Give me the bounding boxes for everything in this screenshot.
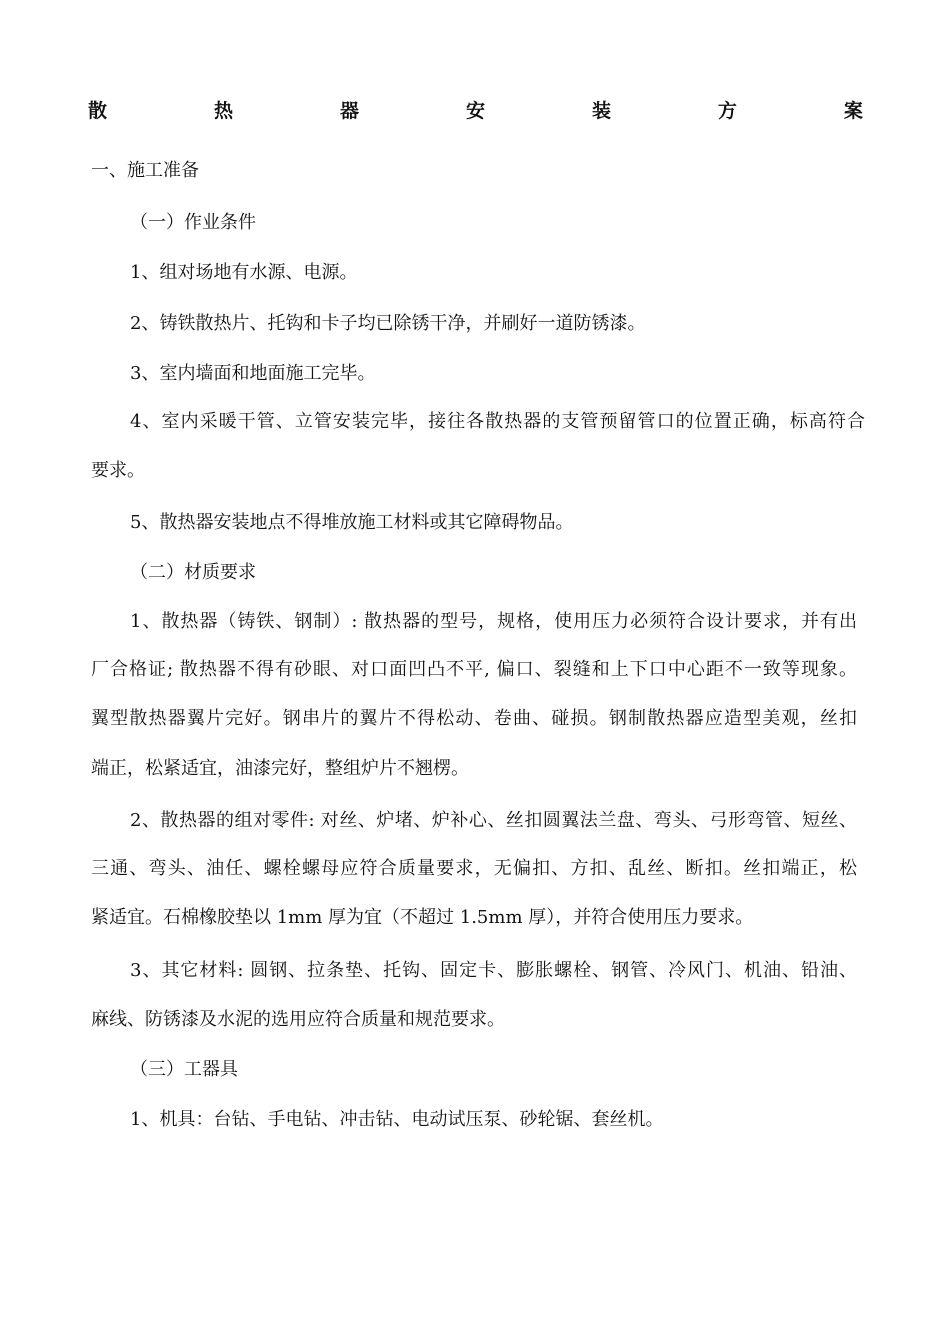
- paragraph-line: 1、组对场地有水源、电源。: [130, 262, 358, 283]
- title-char: 装: [591, 100, 611, 122]
- paragraph-line: 1、散热器（铸铁、钢制）: 散热器的型号，规格，使用压力必须符合设计要求，并有出: [130, 611, 857, 632]
- paragraph-line: 2、散热器的组对零件: 对丝、炉堵、炉补心、丝扣圆翼法兰盘、弯头、弓形弯管、短丝、: [130, 810, 857, 831]
- paragraph-line: 要求。: [91, 460, 145, 481]
- paragraph-line: 三通、弯头、油任、螺栓螺母应符合质量要求，无偏扣、方扣、乱丝、断扣。丝扣端正，松: [91, 858, 857, 879]
- paragraph-line: 翼型散热器翼片完好。钢串片的翼片不得松动、卷曲、碰损。钢制散热器应造型美观，丝扣: [91, 708, 857, 729]
- paragraph-line: 1、机具：台钻、手电钻、冲击钻、电动试压泵、砂轮锯、套丝机。: [130, 1109, 664, 1130]
- paragraph-line: 5、散热器安装地点不得堆放施工材料或其它障碍物品。: [130, 512, 574, 533]
- subsection-heading: （一）作业条件: [130, 212, 256, 233]
- title-char: 方: [717, 100, 737, 122]
- paragraph-line: 麻线、防锈漆及水泥的选用应符合质量和规范要求。: [91, 1009, 505, 1030]
- title-char: 安: [465, 100, 485, 122]
- subsection-heading: （三）工器具: [130, 1059, 238, 1080]
- paragraph-line: 厂合格证; 散热器不得有砂眼、对口面凹凸不平, 偏口、裂缝和上下口中心距不一致等现象。: [91, 659, 857, 680]
- paragraph-line: 紧适宜。石棉橡胶垫以 1mm 厚为宜（不超过 1.5mm 厚），并符合使用压力要求。: [91, 907, 754, 928]
- paragraph-line: 2、铸铁散热片、托钩和卡子均已除锈干净，并刷好一道防锈漆。: [130, 313, 646, 334]
- title-char: 散: [88, 100, 108, 122]
- title-char: 器: [339, 100, 359, 122]
- title-char: 热: [213, 100, 233, 122]
- paragraph-line: 4、室内采暖干管、立管安装完毕，接往各散热器的支管预留管口的位置正确，标高符合: [130, 411, 865, 432]
- paragraph-line: 端正，松紧适宜，油漆完好，整组炉片不翘楞。: [91, 758, 469, 779]
- paragraph-line: 3、其它材料: 圆钢、拉条垫、托钩、固定卡、膨胀螺栓、钢管、冷风门、机油、铅油、: [130, 960, 857, 981]
- section-heading: 一、施工准备: [91, 160, 199, 181]
- paragraph-line: 3、室内墙面和地面施工完毕。: [130, 363, 376, 384]
- document-title: [88, 99, 863, 123]
- subsection-heading: （二）材质要求: [130, 562, 256, 583]
- title-char: 案: [843, 100, 863, 122]
